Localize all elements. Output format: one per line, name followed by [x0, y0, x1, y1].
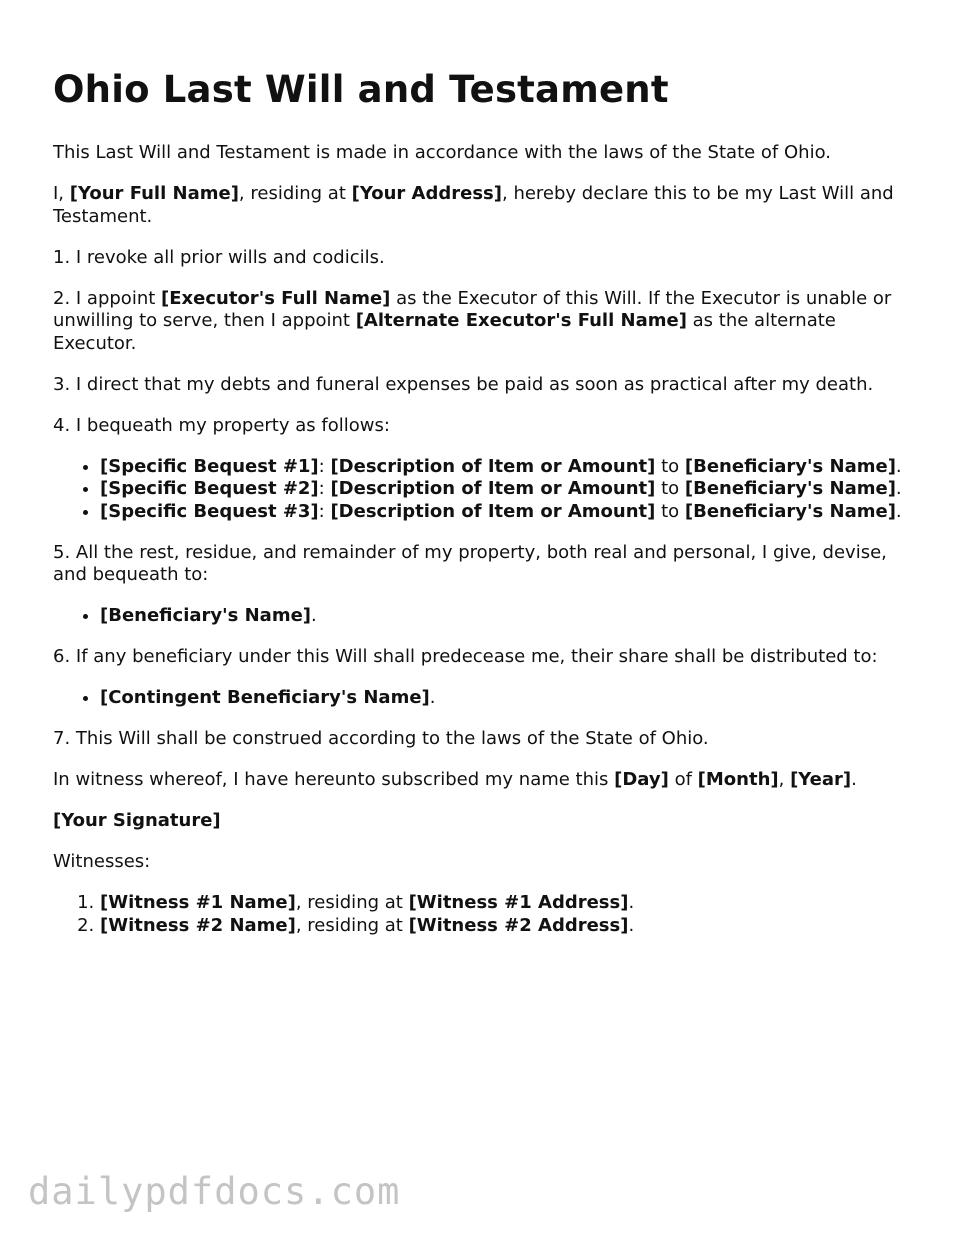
executor-name-placeholder: [Executor's Full Name] — [161, 287, 391, 309]
intro-paragraph: This Last Will and Testament is made in accordance with the laws of the State of Ohio. — [53, 142, 831, 163]
bequest-placeholder: [Specific Bequest #1] — [100, 455, 319, 477]
residuary-beneficiary-placeholder: [Beneficiary's Name] — [100, 605, 312, 626]
witness-clause — [53, 769, 913, 792]
testator-address-placeholder: [Your Address] — [351, 183, 502, 204]
connector-text: to — [655, 500, 685, 522]
list-item — [100, 915, 913, 938]
period: . — [895, 455, 902, 477]
description-placeholder: [Description of Item or Amount] — [330, 455, 656, 477]
period: . — [429, 687, 436, 708]
testator-name-placeholder: [Your Full Name] — [69, 183, 239, 204]
declaration-prefix: I, — [53, 183, 70, 204]
separator: , — [778, 769, 791, 790]
witness-address-placeholder: [Witness #2 Address] — [408, 914, 629, 936]
separator: : — [318, 478, 331, 499]
beneficiary-placeholder: [Beneficiary's Name] — [684, 455, 896, 477]
connector-text: , residing at — [295, 914, 409, 936]
bequest-placeholder: [Specific Bequest #3] — [100, 500, 319, 522]
period: . — [628, 914, 635, 936]
list-item — [100, 605, 913, 628]
witness-clause-prefix: In witness whereof, I have hereunto subscribed my name this — [53, 769, 615, 790]
clause-2-suffix: as the alternate Executor. — [53, 310, 836, 354]
separator: : — [318, 500, 331, 522]
signature-line — [53, 810, 913, 833]
year-placeholder: [Year] — [790, 769, 852, 790]
connector-text: to — [655, 478, 685, 499]
clause-5: 5. All the rest, residue, and remainder of my property, both real and personal, I give, devise, and bequeath to: — [53, 541, 887, 585]
contingent-beneficiary-placeholder: [Contingent Beneficiary's Name] — [100, 687, 430, 708]
witnesses-label: Witnesses: — [53, 851, 151, 872]
declaration-suffix: , hereby declare this to be my Last Will and Testament. — [53, 183, 894, 227]
list-item — [100, 501, 913, 524]
clause-7: 7. This Will shall be construed according to the laws of the State of Ohio. — [53, 728, 709, 749]
beneficiary-placeholder: [Beneficiary's Name] — [684, 500, 896, 522]
connector-text: , residing at — [295, 892, 409, 913]
clause-6: 6. If any beneficiary under this Will shall predecease me, their share shall be distributed to: — [53, 646, 878, 667]
clause-2 — [53, 288, 913, 356]
bequest-list — [53, 456, 913, 524]
alternate-executor-placeholder: [Alternate Executor's Full Name] — [355, 310, 687, 331]
declaration-mid: , residing at — [238, 183, 352, 204]
witness-address-placeholder: [Witness #1 Address] — [408, 892, 629, 913]
day-placeholder: [Day] — [614, 769, 669, 790]
period: . — [628, 892, 635, 913]
connector-text: to — [655, 455, 685, 477]
period: . — [895, 478, 902, 499]
witness-list — [53, 892, 913, 937]
declaration-paragraph — [53, 183, 913, 228]
period: . — [851, 769, 857, 790]
period: . — [311, 605, 317, 626]
signature-placeholder: [Your Signature] — [53, 810, 221, 831]
description-placeholder: [Description of Item or Amount] — [330, 500, 656, 522]
residuary-list — [53, 605, 913, 628]
list-item — [100, 478, 913, 501]
description-placeholder: [Description of Item or Amount] — [330, 478, 656, 499]
connector-text: of — [668, 769, 698, 790]
clause-4: 4. I bequeath my property as follows: — [53, 414, 390, 436]
separator: : — [318, 455, 331, 477]
document-title: Ohio Last Will and Testament — [53, 68, 669, 111]
clause-3: 3. I direct that my debts and funeral expenses be paid as soon as practical after my death. — [53, 373, 874, 395]
month-placeholder: [Month] — [697, 769, 779, 790]
list-item — [100, 456, 913, 479]
clause-1: 1. I revoke all prior wills and codicils. — [53, 246, 385, 268]
period: . — [895, 500, 902, 522]
clause-2-prefix: 2. I appoint — [53, 287, 162, 309]
beneficiary-placeholder: [Beneficiary's Name] — [684, 478, 896, 499]
list-item — [100, 892, 913, 915]
clause-2-mid: as the Executor of this Will. If the Executor is unable or unwilling to serve, then I appoint — [53, 287, 892, 331]
witness-name-placeholder: [Witness #2 Name] — [100, 914, 296, 936]
contingent-list — [53, 687, 913, 710]
document-page — [53, 62, 913, 956]
watermark-text: dailypdfdocs.com — [28, 1170, 401, 1213]
witness-name-placeholder: [Witness #1 Name] — [100, 892, 296, 913]
list-item — [100, 687, 913, 710]
bequest-placeholder: [Specific Bequest #2] — [100, 478, 319, 499]
